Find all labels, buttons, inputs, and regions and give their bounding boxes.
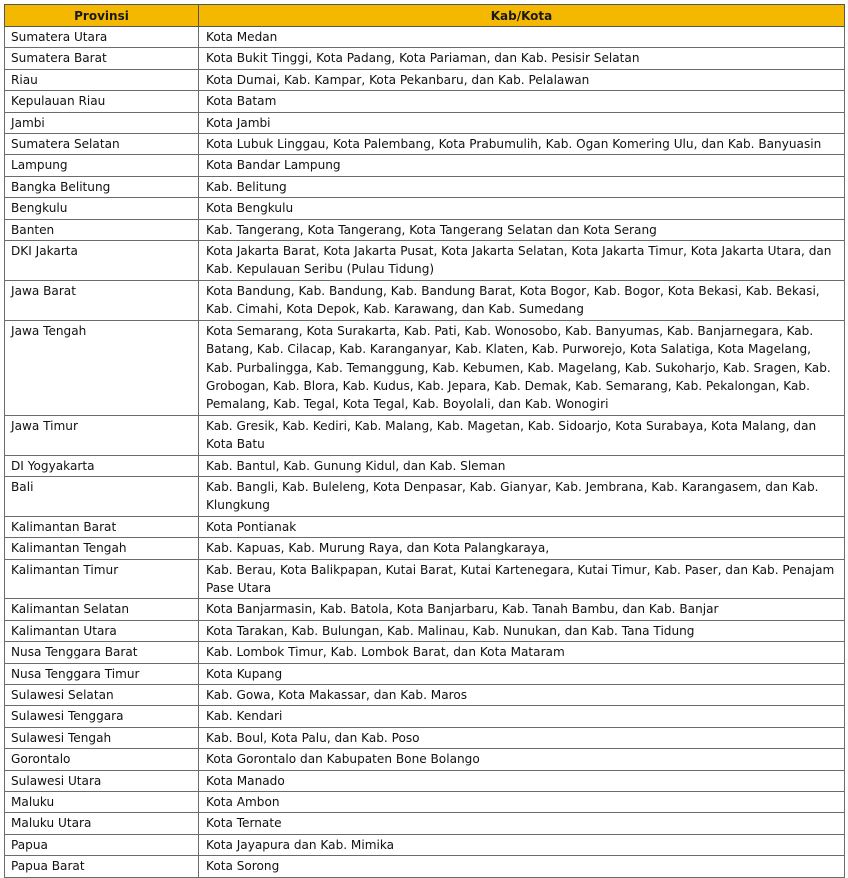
table-row: [5, 134, 845, 155]
cell-kab-kota: Kab. Gresik, Kab. Kediri, Kab. Malang, Kab. Magetan, Kab. Sidoarjo, Kota Surabaya, Kota Malang, dan Kota Batu: [199, 415, 845, 455]
table-row: [5, 538, 845, 559]
table-row: [5, 155, 845, 176]
cell-provinsi: Gorontalo: [5, 749, 199, 770]
table-row: [5, 620, 845, 641]
table-row: [5, 856, 845, 877]
cell-provinsi: Kalimantan Barat: [5, 516, 199, 537]
table-row: [5, 48, 845, 69]
cell-kab-kota: Kab. Kendari: [199, 706, 845, 727]
cell-kab-kota: Kota Lubuk Linggau, Kota Palembang, Kota Prabumulih, Kab. Ogan Komering Ulu, dan Kab. Banyuasin: [199, 134, 845, 155]
cell-kab-kota: Kota Gorontalo dan Kabupaten Bone Bolango: [199, 749, 845, 770]
cell-provinsi: Sulawesi Utara: [5, 770, 199, 791]
cell-provinsi: Papua: [5, 834, 199, 855]
cell-kab-kota: Kota Jambi: [199, 112, 845, 133]
cell-kab-kota: Kab. Belitung: [199, 176, 845, 197]
cell-kab-kota: Kota Jakarta Barat, Kota Jakarta Pusat, Kota Jakarta Selatan, Kota Jakarta Timur, Kota Jakarta Utara, dan Kab. Kepulauan Seribu (Pulau Tidung): [199, 241, 845, 281]
table-row: [5, 749, 845, 770]
cell-kab-kota: Kota Pontianak: [199, 516, 845, 537]
cell-provinsi: Bangka Belitung: [5, 176, 199, 197]
table-row: [5, 69, 845, 90]
cell-provinsi: DKI Jakarta: [5, 241, 199, 281]
cell-kab-kota: Kab. Kapuas, Kab. Murung Raya, dan Kota Palangkaraya,: [199, 538, 845, 559]
cell-provinsi: Jambi: [5, 112, 199, 133]
province-city-table: [4, 4, 845, 878]
cell-kab-kota: Kota Kupang: [199, 663, 845, 684]
cell-kab-kota: Kota Batam: [199, 91, 845, 112]
cell-provinsi: Jawa Timur: [5, 415, 199, 455]
cell-provinsi: Lampung: [5, 155, 199, 176]
cell-kab-kota: Kab. Tangerang, Kota Tangerang, Kota Tangerang Selatan dan Kota Serang: [199, 219, 845, 240]
cell-provinsi: Kalimantan Utara: [5, 620, 199, 641]
table-row: [5, 112, 845, 133]
table-row: [5, 476, 845, 516]
table-row: [5, 813, 845, 834]
cell-kab-kota: Kota Medan: [199, 27, 845, 48]
cell-kab-kota: Kota Sorong: [199, 856, 845, 877]
cell-kab-kota: Kota Bandar Lampung: [199, 155, 845, 176]
cell-provinsi: Sumatera Barat: [5, 48, 199, 69]
table-row: [5, 219, 845, 240]
table-row: [5, 176, 845, 197]
table-row: [5, 415, 845, 455]
cell-kab-kota: Kota Banjarmasin, Kab. Batola, Kota Banjarbaru, Kab. Tanah Bambu, dan Kab. Banjar: [199, 599, 845, 620]
header-provinsi: Provinsi: [5, 5, 199, 27]
cell-kab-kota: Kota Dumai, Kab. Kampar, Kota Pekanbaru, dan Kab. Pelalawan: [199, 69, 845, 90]
header-kab-kota: Kab/Kota: [199, 5, 845, 27]
cell-provinsi: Sulawesi Tenggara: [5, 706, 199, 727]
cell-provinsi: Kalimantan Tengah: [5, 538, 199, 559]
table-row: [5, 599, 845, 620]
cell-provinsi: Maluku Utara: [5, 813, 199, 834]
cell-kab-kota: Kab. Berau, Kota Balikpapan, Kutai Barat, Kutai Kartenegara, Kutai Timur, Kab. Paser, dan Kab. Penajam Pase Utara: [199, 559, 845, 599]
table-row: [5, 516, 845, 537]
cell-provinsi: DI Yogyakarta: [5, 455, 199, 476]
table-row: [5, 642, 845, 663]
cell-kab-kota: Kota Semarang, Kota Surakarta, Kab. Pati, Kab. Wonosobo, Kab. Banyumas, Kab. Banjarnegara, Kab. Batang, Kab. Cilacap, Kab. Karanganyar, Kab. Klaten, Kab. Purworejo, Kota Salatiga, Kota Magelang, Kab. Purbalingga, Kab. Temanggung, Kab. Kebumen, Kab. Magelang, Kab. Sukoharjo, Kab. Sragen, Kab. Grobogan, Kab. Blora, Kab. Kudus, Kab. Jepara, Kab. Demak, Kab. Semarang, Kab. Pekalongan, Kab. Pemalang, Kab. Tegal, Kota Tegal, Kab. Boyolali, dan Kab. Wonogiri: [199, 320, 845, 415]
cell-provinsi: Papua Barat: [5, 856, 199, 877]
cell-provinsi: Nusa Tenggara Barat: [5, 642, 199, 663]
table-row: [5, 198, 845, 219]
cell-provinsi: Nusa Tenggara Timur: [5, 663, 199, 684]
table-row: [5, 559, 845, 599]
table-row: [5, 280, 845, 320]
table-row: [5, 727, 845, 748]
cell-provinsi: Sumatera Utara: [5, 27, 199, 48]
table-row: [5, 320, 845, 415]
table-row: [5, 663, 845, 684]
cell-provinsi: Sulawesi Tengah: [5, 727, 199, 748]
cell-provinsi: Bengkulu: [5, 198, 199, 219]
cell-kab-kota: Kota Tarakan, Kab. Bulungan, Kab. Malinau, Kab. Nunukan, dan Kab. Tana Tidung: [199, 620, 845, 641]
cell-kab-kota: Kab. Bantul, Kab. Gunung Kidul, dan Kab. Sleman: [199, 455, 845, 476]
table-header-row: [5, 5, 845, 27]
cell-kab-kota: Kab. Gowa, Kota Makassar, dan Kab. Maros: [199, 685, 845, 706]
table-body: [5, 27, 845, 878]
cell-provinsi: Sulawesi Selatan: [5, 685, 199, 706]
cell-provinsi: Banten: [5, 219, 199, 240]
cell-provinsi: Sumatera Selatan: [5, 134, 199, 155]
table-row: [5, 770, 845, 791]
cell-kab-kota: Kota Jayapura dan Kab. Mimika: [199, 834, 845, 855]
table-row: [5, 241, 845, 281]
cell-kab-kota: Kab. Boul, Kota Palu, dan Kab. Poso: [199, 727, 845, 748]
table-row: [5, 455, 845, 476]
cell-provinsi: Kalimantan Selatan: [5, 599, 199, 620]
table-row: [5, 27, 845, 48]
cell-kab-kota: Kota Bengkulu: [199, 198, 845, 219]
cell-kab-kota: Kab. Lombok Timur, Kab. Lombok Barat, dan Kota Mataram: [199, 642, 845, 663]
cell-provinsi: Maluku: [5, 792, 199, 813]
cell-kab-kota: Kota Ternate: [199, 813, 845, 834]
table-row: [5, 706, 845, 727]
cell-kab-kota: Kota Ambon: [199, 792, 845, 813]
table-row: [5, 91, 845, 112]
cell-provinsi: Bali: [5, 476, 199, 516]
cell-provinsi: Kalimantan Timur: [5, 559, 199, 599]
table-row: [5, 685, 845, 706]
cell-provinsi: Jawa Tengah: [5, 320, 199, 415]
table-row: [5, 834, 845, 855]
cell-provinsi: Kepulauan Riau: [5, 91, 199, 112]
cell-kab-kota: Kota Manado: [199, 770, 845, 791]
cell-provinsi: Jawa Barat: [5, 280, 199, 320]
cell-kab-kota: Kota Bukit Tinggi, Kota Padang, Kota Pariaman, dan Kab. Pesisir Selatan: [199, 48, 845, 69]
cell-kab-kota: Kab. Bangli, Kab. Buleleng, Kota Denpasar, Kab. Gianyar, Kab. Jembrana, Kab. Karangasem, dan Kab. Klungkung: [199, 476, 845, 516]
cell-kab-kota: Kota Bandung, Kab. Bandung, Kab. Bandung Barat, Kota Bogor, Kab. Bogor, Kota Bekasi, Kab. Bekasi, Kab. Cimahi, Kota Depok, Kab. Karawang, dan Kab. Sumedang: [199, 280, 845, 320]
cell-provinsi: Riau: [5, 69, 199, 90]
table-row: [5, 792, 845, 813]
